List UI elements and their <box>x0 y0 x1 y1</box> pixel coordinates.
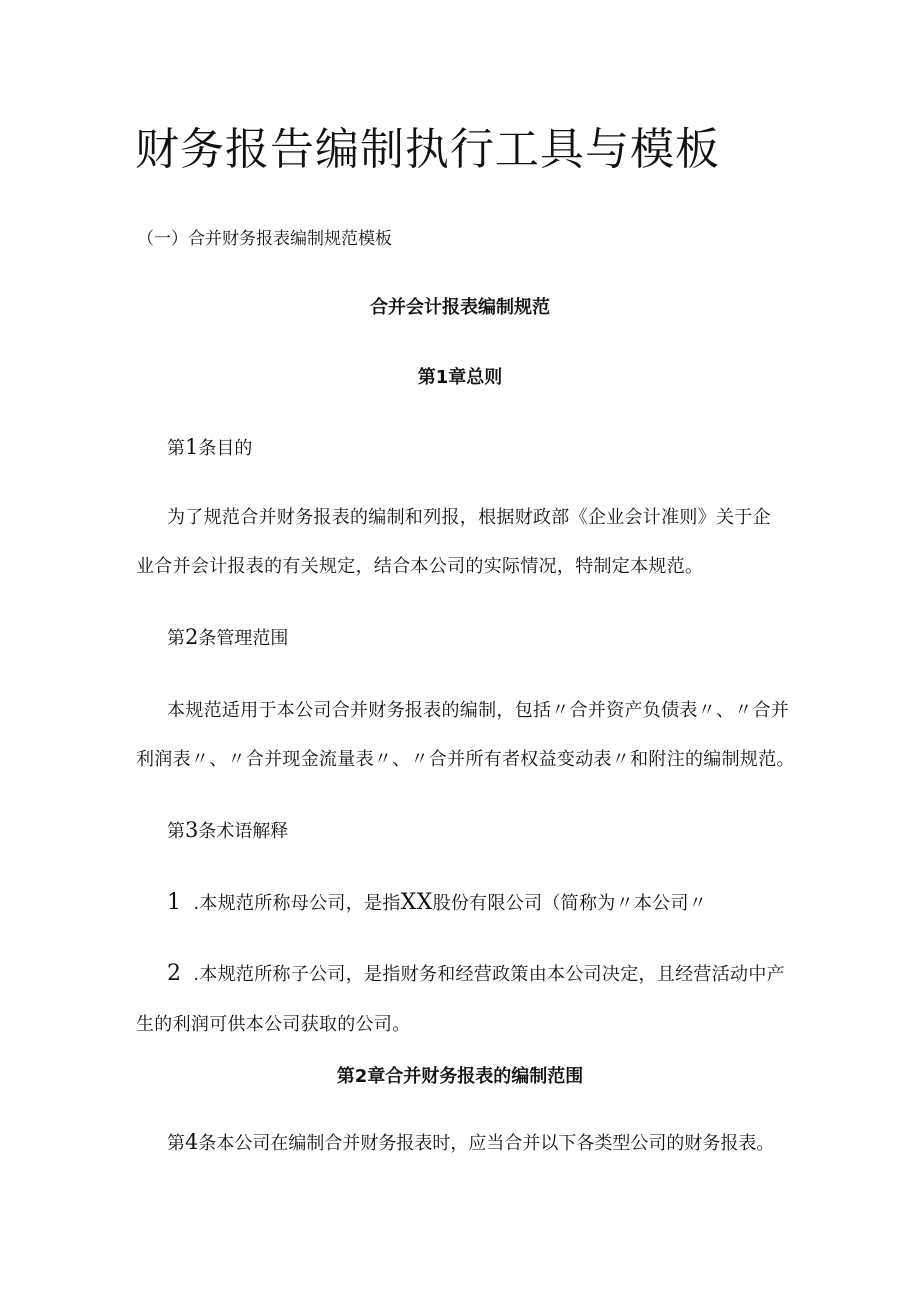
article-2-text-line-1: 本规范适用于本公司合并财务报表的编制，包括〃合并资产负债表〃、〃合并 <box>167 700 790 721</box>
article-1-text-line-2: 业合并会计报表的有关规定，结合本公司的实际情况，特制定本规范。 <box>136 556 704 577</box>
section-heading: （一）合并财务报表编制规范模板 <box>137 229 392 249</box>
term-item-2: 2 .本规范所称子公司，是指财务和经营政策由本公司决定，且经营活动中产 <box>167 961 785 986</box>
article-1-text-line-1: 为了规范合并财务报表的编制和列报，根据财政部《企业会计准则》关于企 <box>167 507 771 528</box>
article-3-heading: 第3条术语解释 <box>167 818 289 842</box>
article-4-text: 第4条本公司在编制合并财务报表时，应当合并以下各类型公司的财务报表。 <box>167 1130 775 1154</box>
article-2-text-line-2: 利润表〃、〃合并现金流量表〃、〃合并所有者权益变动表〃和附注的编制规范。 <box>136 749 795 770</box>
spec-title: 合并会计报表编制规范 <box>370 297 550 318</box>
article-2-heading: 第2条管理范围 <box>167 625 289 649</box>
term-item-2-line-2: 生的利润可供本公司获取的公司。 <box>136 1014 411 1035</box>
term-item-1: 1 .本规范所称母公司，是指XX股份有限公司（简称为〃本公司〃 <box>167 890 708 915</box>
chapter-2-heading: 第2章合并财务报表的编制范围 <box>336 1066 584 1087</box>
chapter-1-heading: 第1章总则 <box>417 367 503 388</box>
article-1-heading: 第1条目的 <box>167 435 253 459</box>
document-title: 财务报告编制执行工具与模板 <box>135 124 720 175</box>
